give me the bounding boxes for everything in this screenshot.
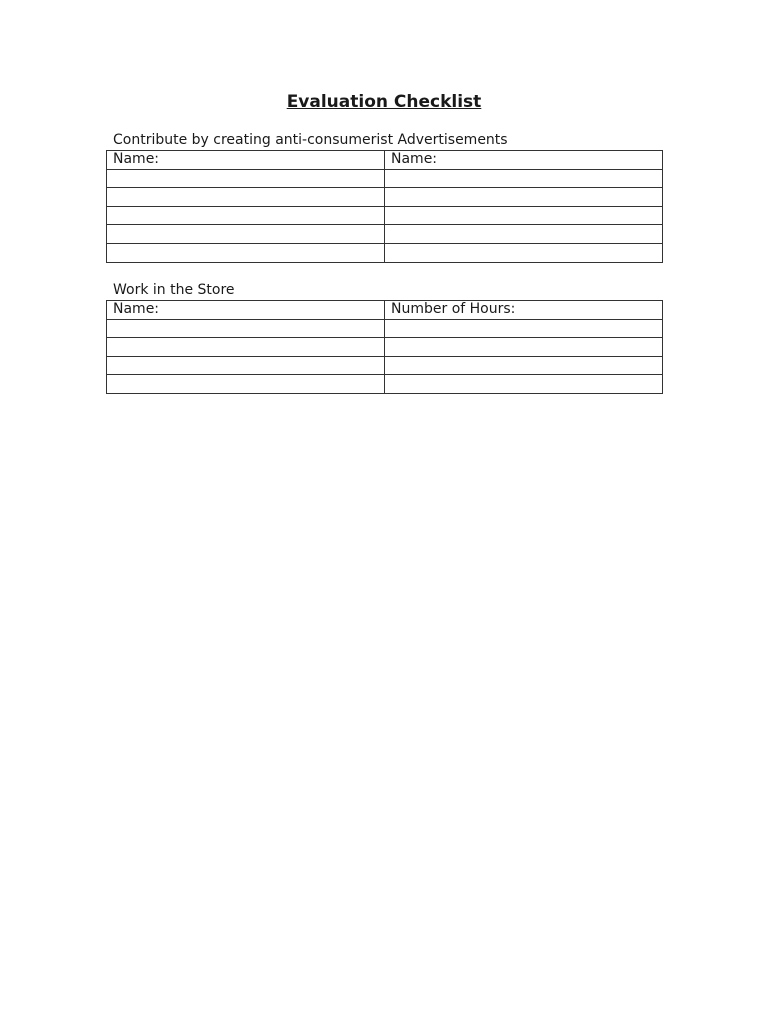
table-row [107, 356, 663, 375]
table-row [107, 319, 663, 338]
table-row [107, 169, 663, 188]
table-cell [107, 169, 385, 188]
table-cell [107, 356, 385, 375]
table-row [107, 243, 663, 262]
table-cell [385, 319, 663, 338]
table-cell [385, 225, 663, 244]
table-header-row [107, 151, 663, 170]
advertisements-table [106, 150, 663, 263]
table-cell [385, 375, 663, 394]
header-cell-name: Name: [385, 151, 663, 170]
table-cell [385, 356, 663, 375]
table-cell [385, 243, 663, 262]
header-cell-name: Name: [107, 151, 385, 170]
table-cell [385, 206, 663, 225]
table-cell [107, 338, 385, 357]
table-header-row [107, 301, 663, 320]
table-cell [107, 243, 385, 262]
section-caption-advertisements: Contribute by creating anti-consumerist Advertisements [113, 132, 508, 148]
table-cell [385, 188, 663, 207]
table-cell [385, 338, 663, 357]
table-cell [107, 319, 385, 338]
table-cell [107, 375, 385, 394]
header-cell-name: Name: [107, 301, 385, 320]
table-cell [107, 206, 385, 225]
table-cell [107, 225, 385, 244]
table-cell [107, 188, 385, 207]
section-caption-store: Work in the Store [113, 282, 235, 298]
table-row [107, 225, 663, 244]
store-hours-table [106, 300, 663, 394]
table-row [107, 206, 663, 225]
header-cell-hours: Number of Hours: [385, 301, 663, 320]
table-cell [385, 169, 663, 188]
table-row [107, 375, 663, 394]
page-title: Evaluation Checklist [286, 92, 482, 112]
table-row [107, 188, 663, 207]
table-row [107, 338, 663, 357]
